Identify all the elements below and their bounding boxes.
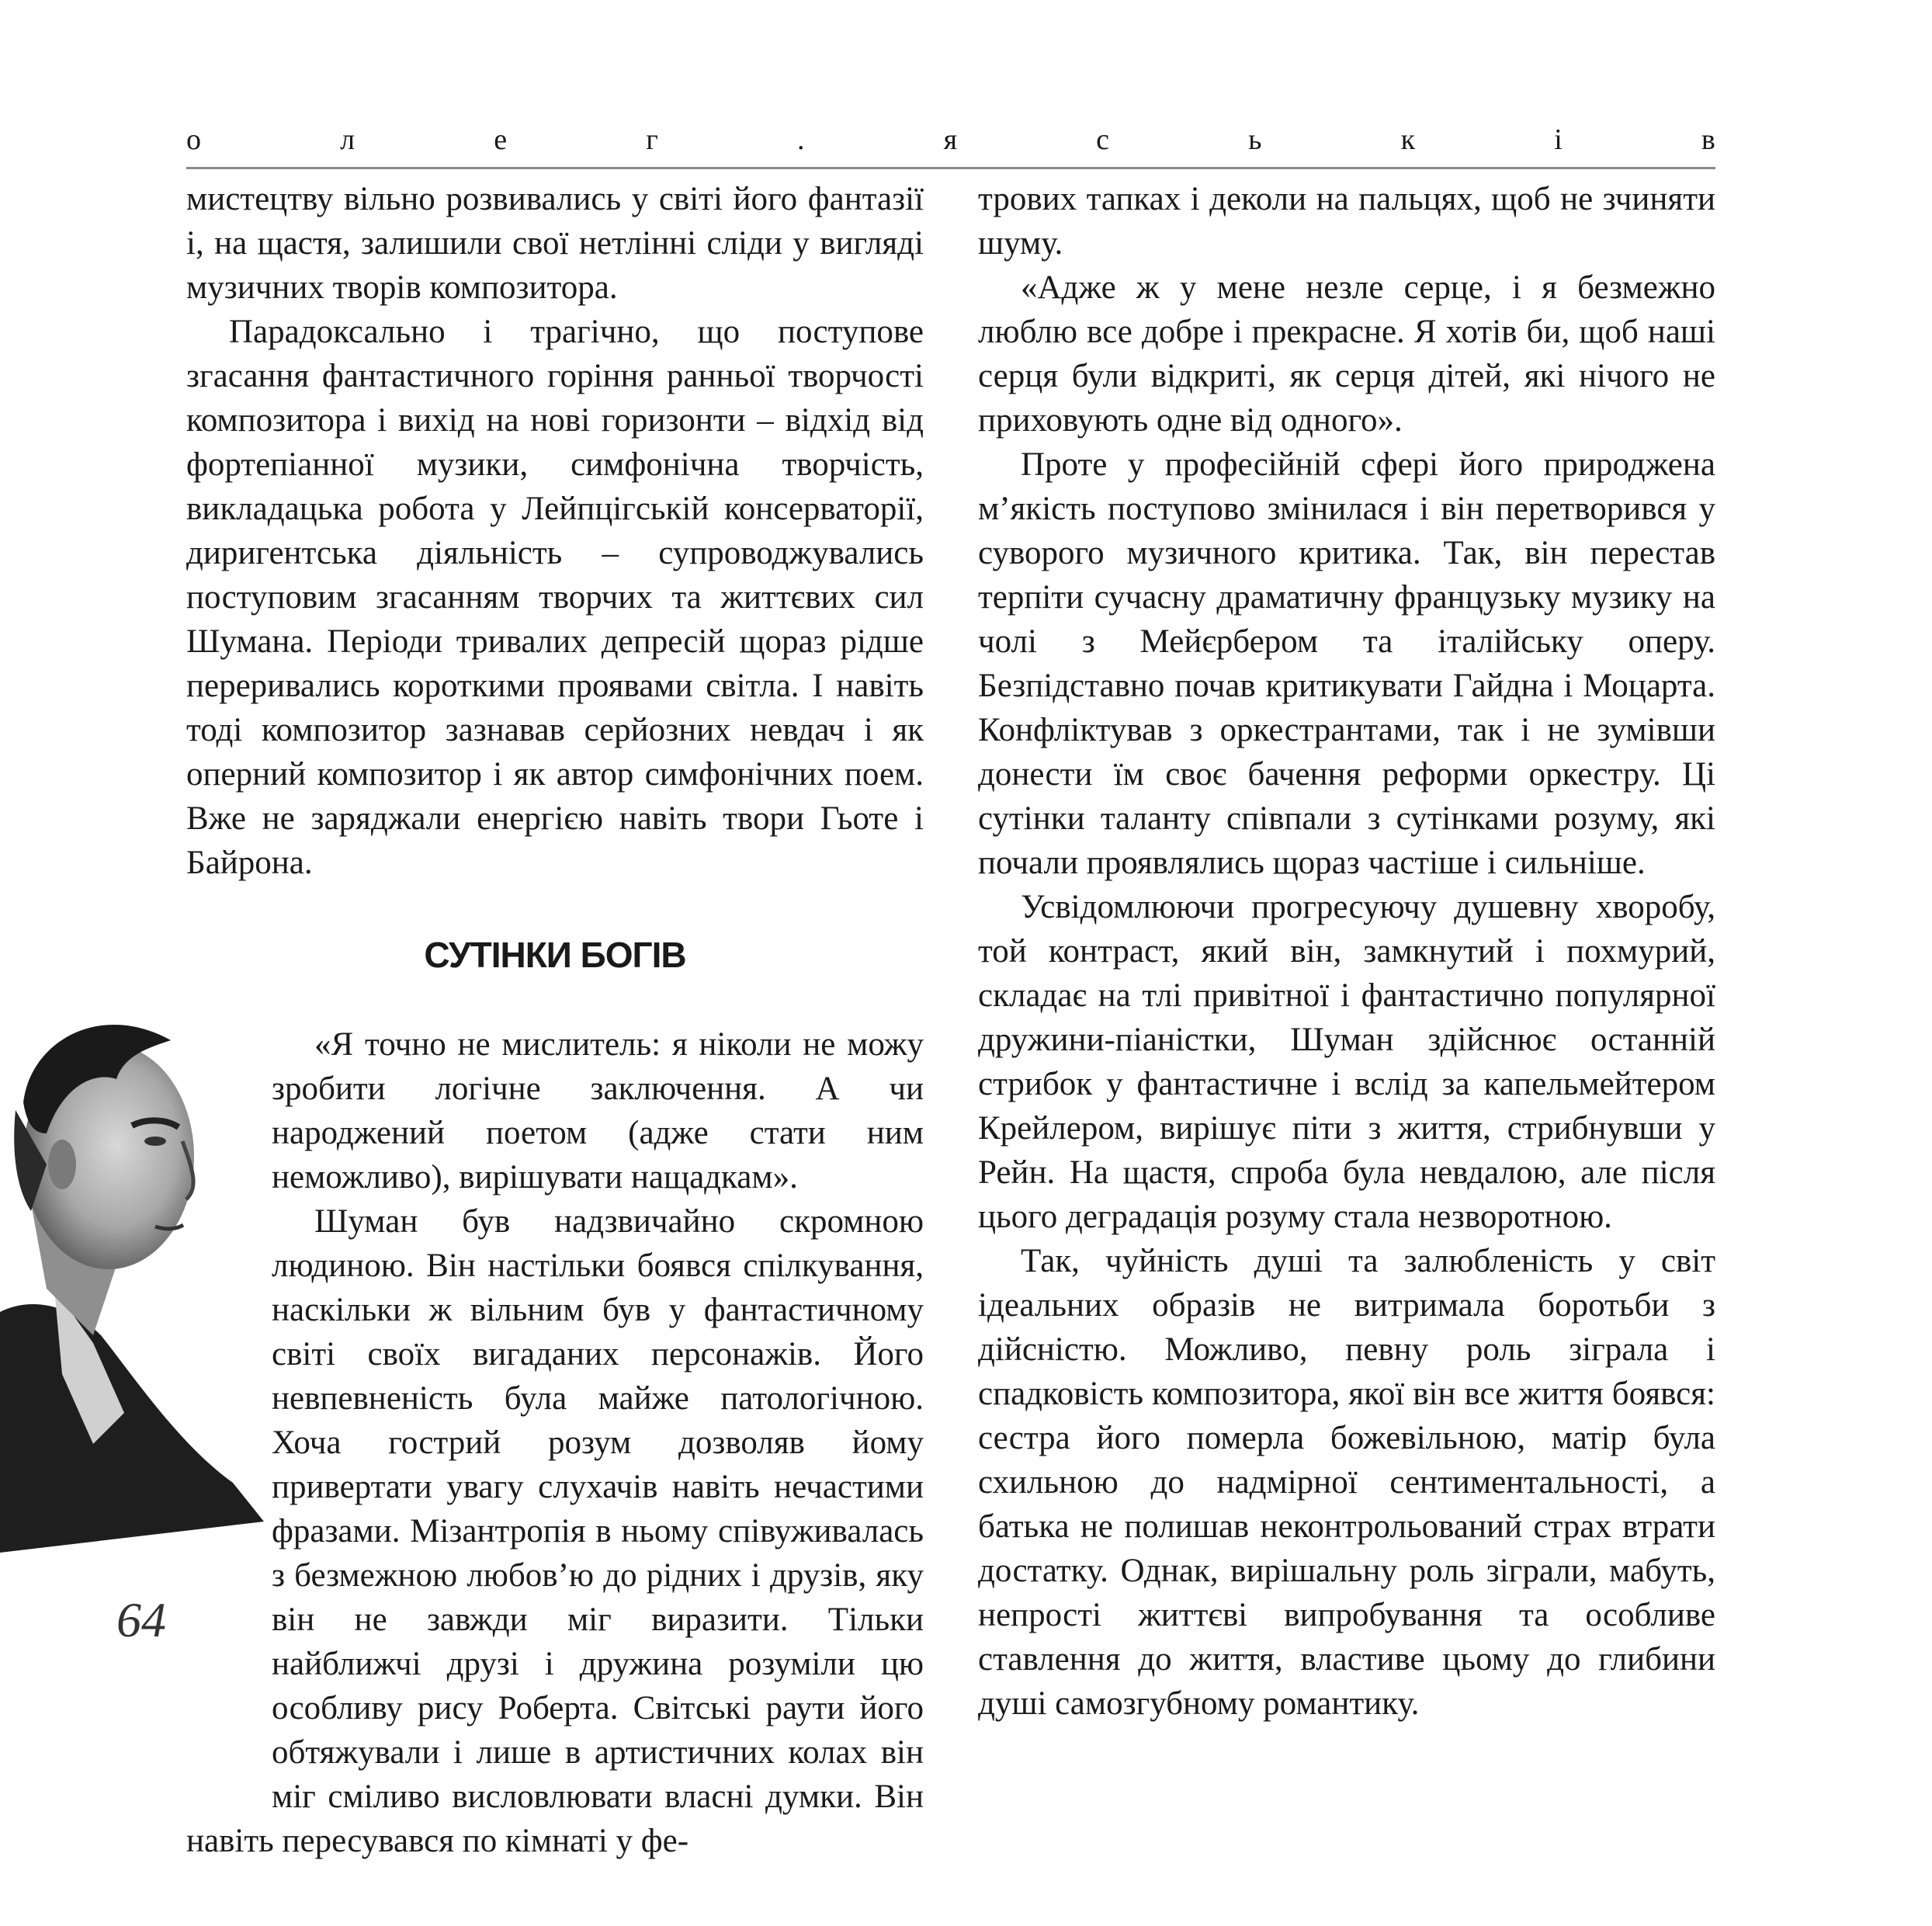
section-heading: СУТІНКИ БОГІВ [424,935,686,975]
page-number: 64 [116,1592,166,1647]
running-head-letter: в [1701,123,1715,156]
left-paragraph-1: мистецтву вільно розвивались у світі його фантазії і, на щастя, залишили свої нетлінні сліди у вигляді музичних творів композитора. [186,181,924,306]
running-head-letter: е [494,123,508,156]
running-head-letter: г [646,123,658,156]
running-head-letter: я [943,123,958,156]
right-paragraph-5: Так, чуйність душі та залюбленість у світ ідеальних образів не витримала боротьби з дійсністю. Можливо, певну роль зіграла і спадковість композитора, якої він все життя боявся: сестра його померла божевільною, матір була схильною до надмірної сентиментальності, а батька не полишав неконтрольований страх втрати достатку. Однак, вирішальну роль зіграли, мабуть, непрості життєві випробування та особливе ставлення до життя, властиве цьому до глибини душі самозгубному романтику. [978,1243,1715,1722]
left-column [186,177,924,1863]
header-rule [186,167,1715,169]
running-head-letters [186,123,1715,157]
running-head-letter: . [796,123,805,156]
right-paragraph-1: трових тапках і деколи на пальцях, щоб не зчиняти шуму. [978,181,1715,262]
left-paragraph-4: Шуман був надзвичайно скромною людиною. Він настільки боявся спілкування, наскільки ж вільним був у фантастичному світі своїх вигаданих персонажів. Його невпевненість була майже патологічною. Хоча гострий розум дозволяв йому привертати увагу слухачів навіть нечастими фразами. Мізантропія в ньому співуживалась з безмежною любов’ю до рідних і друзів, яку він не завжди міг виразити. Тільки найближчі друзі і дружина розуміли цю особливу рису Роберта. Світські раути його обтяжували і лише в артистичних колах він міг сміливо висловлювати власні думки. Він навіть пересувався по кімнаті у фе- [186,1203,924,1859]
left-paragraph-3: «Я точно не мислитель: я ніколи не можу зробити логічне заключення. А чи народжений поетом (адже стати ним неможливо), вирішувати нащадкам». [272,1026,924,1196]
author-portrait-image [0,1009,287,1553]
right-paragraph-2: «Адже ж у мене незле серце, і я безмежно люблю все добре і прекрасне. Я хотів би, щоб наші серця були відкриті, як серця дітей, які нічого не приховують одне від одного». [978,269,1715,439]
running-head [186,123,1715,154]
right-column [978,177,1715,1726]
running-head-letter: ь [1248,123,1262,156]
right-paragraph-4: Усвідомлюючи прогресуючу душевну хворобу, той контраст, який він, замкнутий і похмурий, складає на тлі привітної і фантастично популярної дружини-піаністки, Шуман здійснює останній стрибок у фантастичне і вслід за капельмейтером Крейлером, вирішує піти з життя, стрибнувши у Рейн. На щастя, спроба була невдалою, але після цього деградація розуму стала незворотною. [978,889,1715,1235]
left-paragraph-2: Парадоксально і трагічно, що поступове згасання фантастичного горіння ранньої творчості композитора і вихід на нові горизонти – відхід від фортепіанної музики, симфонічна творчість, викладацька робота у Лейпцігській консерваторії, диригентська діяльність – супроводжувались поступовим згасанням творчих та життєвих сил Шумана. Періоди тривалих депресій щораз рідше переривались короткими проявами світла. І навіть тоді композитор зазнавав серйозних невдач і як оперний композитор і як автор симфонічних поем. Вже не заряджали енергією навіть твори Гьоте і Байрона. [186,314,924,881]
running-head-letter: с [1096,123,1110,156]
running-head-letter: і [1554,123,1563,156]
running-head-letter: л [340,123,356,156]
running-head-letter: о [186,123,201,156]
right-paragraph-3: Проте у професійній сфері його природжена м’якість поступово змінилася і він перетворився у суворого музичного критика. Так, він перестав терпіти сучасну драматичну французьку музику на чолі з Мейєрбером та італійську оперу. Безпідставно почав критикувати Гайдна і Моцарта. Конфліктував з оркестрантами, так і не зумівши донести їм своє бачення реформи оркестру. Ці сутінки таланту співпали з сутінками розуму, які почали проявлялись щораз частіше і сильніше. [978,446,1715,881]
running-head-letter: к [1400,123,1416,156]
